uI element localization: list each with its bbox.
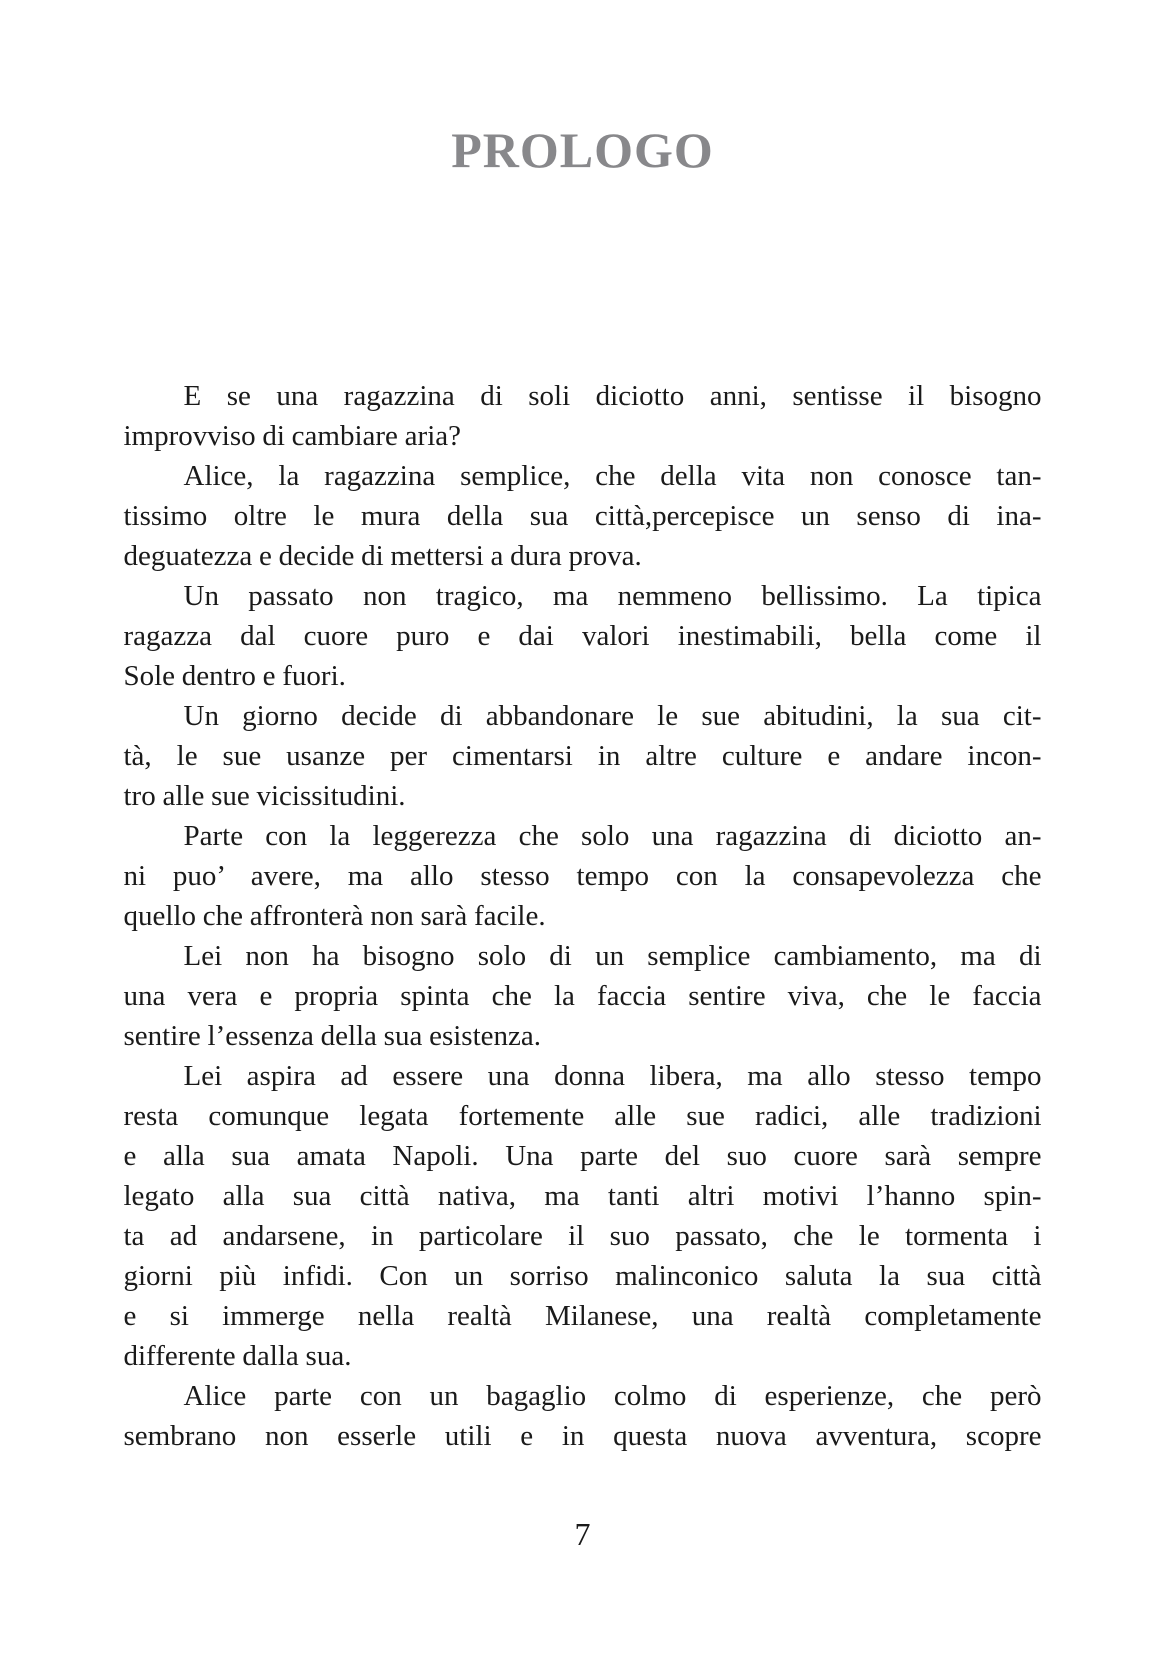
text-line: e si immerge nella realtà Milanese, una realtà completamente — [123, 1300, 1042, 1332]
text-line: ta ad andarsene, in particolare il suo passato, che le tormenta i — [123, 1220, 1042, 1252]
text-line: tissimo oltre le mura della sua città,percepisce un senso di ina- — [123, 500, 1042, 532]
text-line: una vera e propria spinta che la faccia sentire viva, che le faccia — [123, 980, 1042, 1012]
text-line: giorni più infidi. Con un sorriso malinconico saluta la sua città — [123, 1260, 1042, 1292]
text-line: Lei non ha bisogno solo di un semplice cambiamento, ma di — [183, 940, 1042, 972]
paragraph — [124, 576, 1042, 696]
text-line: E se una ragazzina di soli diciotto anni, sentisse il bisogno — [183, 380, 1042, 412]
text-line: tro alle sue vicissitudini. — [123, 780, 406, 812]
paragraph — [124, 816, 1042, 936]
body-text — [124, 376, 1042, 1456]
text-line: tà, le sue usanze per cimentarsi in altre culture e andare incon- — [123, 740, 1042, 772]
text-line: Un giorno decide di abbandonare le sue abitudini, la sua cit- — [183, 700, 1042, 732]
text-line: sentire l’essenza della sua esistenza. — [123, 1020, 542, 1052]
text-line: resta comunque legata fortemente alle sue radici, alle tradizioni — [123, 1100, 1042, 1132]
text-line: ragazza dal cuore puro e dai valori inestimabili, bella come il — [123, 620, 1042, 652]
text-line: improvviso di cambiare aria? — [123, 420, 462, 452]
text-line: Un passato non tragico, ma nemmeno bellissimo. La tipica — [183, 580, 1042, 612]
paragraph — [124, 1056, 1042, 1376]
text-line: Alice, la ragazzina semplice, che della vita non conosce tan- — [183, 460, 1042, 492]
text-line: deguatezza e decide di mettersi a dura prova. — [123, 540, 642, 572]
paragraph — [124, 376, 1042, 456]
text-line: differente dalla sua. — [123, 1340, 352, 1372]
text-line: Sole dentro e fuori. — [123, 660, 346, 692]
paragraph — [124, 696, 1042, 816]
page-number: 7 — [574, 1516, 591, 1552]
text-line: ni puo’ avere, ma allo stesso tempo con la consapevolezza che — [123, 860, 1042, 892]
text-line: quello che affronterà non sarà facile. — [123, 900, 546, 932]
text-line: e alla sua amata Napoli. Una parte del suo cuore sarà sempre — [123, 1140, 1042, 1172]
paragraph — [124, 456, 1042, 576]
text-line: sembrano non esserle utili e in questa nuova avventura, scopre — [123, 1420, 1042, 1452]
text-line: Parte con la leggerezza che solo una ragazzina di diciotto an- — [183, 820, 1042, 852]
text-line: Lei aspira ad essere una donna libera, ma allo stesso tempo — [183, 1060, 1042, 1092]
chapter-title: PROLOGO — [451, 122, 714, 178]
paragraph — [124, 1376, 1042, 1456]
text-line: legato alla sua città nativa, ma tanti altri motivi l’hanno spin- — [123, 1180, 1042, 1212]
text-line: Alice parte con un bagaglio colmo di esperienze, che però — [183, 1380, 1042, 1412]
paragraph — [124, 936, 1042, 1056]
